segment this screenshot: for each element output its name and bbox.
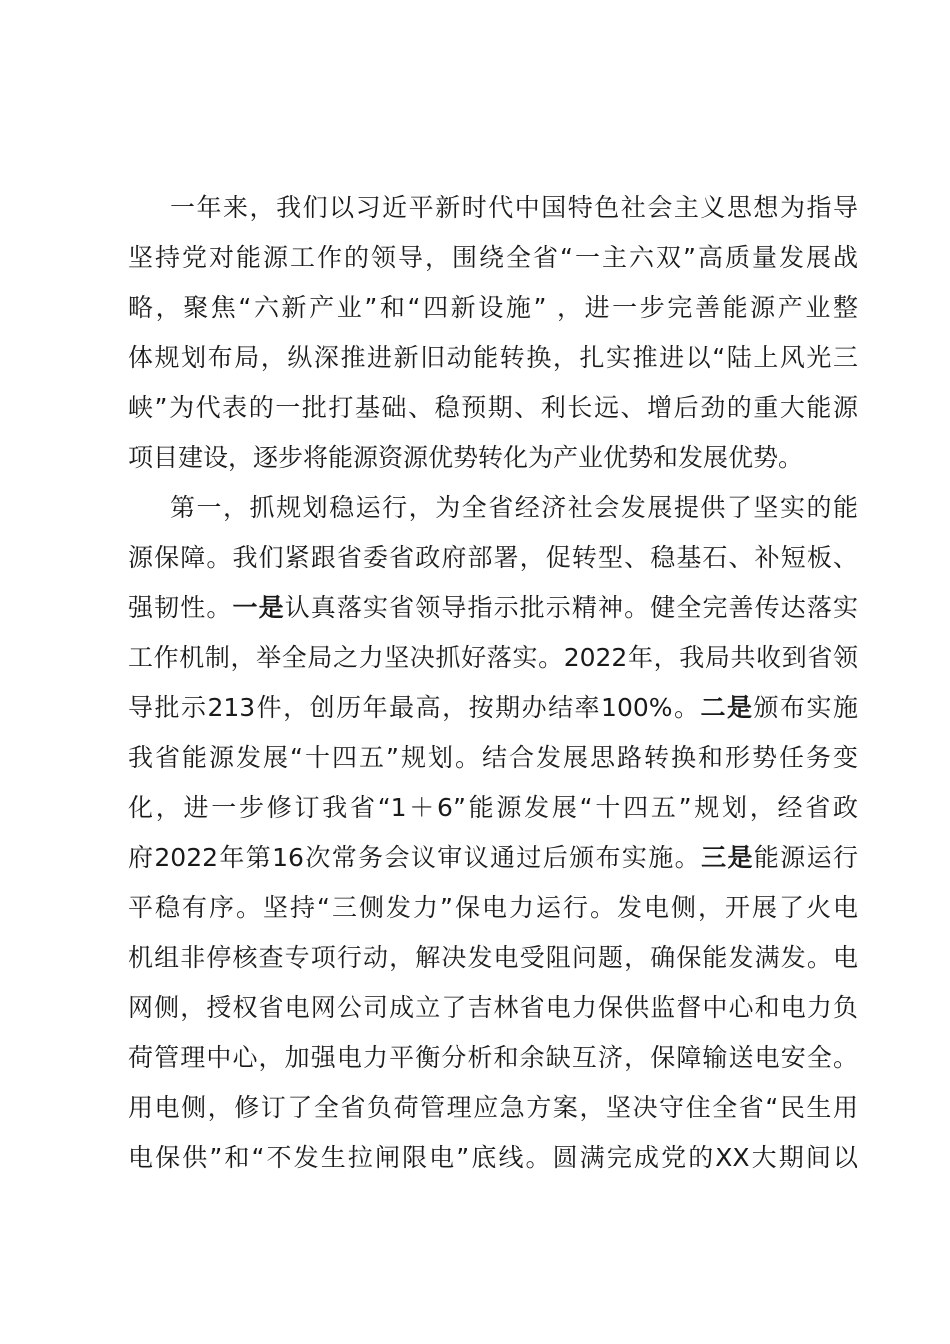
text-segment: 认真落实省领导指示批示精神。健全完善传达落实 [284, 593, 858, 622]
bold-marker: 二是 [700, 693, 754, 722]
text-line: 项目建设，逐步将能源资源优势转化为产业优势和发展优势。 [128, 443, 804, 472]
text-segment: 颁布实施 [753, 693, 858, 722]
text-line: 第一，抓规划稳运行，为全省经济社会发展提供了坚实的能 [170, 493, 858, 522]
text-line: 坚持党对能源工作的领导，围绕全省“一主六双”高质量发展战 [128, 243, 858, 272]
text-line: 荷管理中心，加强电力平衡分析和余缺互济，保障输送电安全。 [128, 1043, 858, 1072]
text-line: 体规划布局，纵深推进新旧动能转换，扎实推进以“陆上风光三 [128, 343, 858, 372]
text-line: 电保供”和“不发生拉闸限电”底线。圆满完成党的XX大期间以 [128, 1143, 858, 1172]
text-line: 网侧，授权省电网公司成立了吉林省电力保供监督中心和电力负 [128, 993, 858, 1022]
paragraph-intro [128, 183, 858, 483]
body-text [128, 183, 858, 1183]
text-line: 平稳有序。坚持“三侧发力”保电力运行。发电侧，开展了火电 [128, 893, 858, 922]
text-line: 我省能源发展“十四五”规划。结合发展思路转换和形势任务变 [128, 743, 858, 772]
text-line [128, 833, 858, 883]
text-line [128, 583, 858, 633]
text-segment: 能源运行 [753, 843, 858, 872]
text-line: 机组非停核查专项行动，解决发电受阻问题，确保能发满发。电 [128, 943, 858, 972]
bold-marker: 三是 [701, 843, 754, 872]
text-line: 源保障。我们紧跟省委省政府部署，促转型、稳基石、补短板、 [128, 543, 858, 572]
text-segment: 强韧性。 [128, 593, 233, 622]
paragraph-first-point [128, 483, 858, 1183]
text-segment: 导批示213件，创历年最高，按期办结率100%。 [128, 693, 701, 722]
text-line: 略，聚焦“六新产业”和“四新设施” ，进一步完善能源产业整 [128, 293, 858, 322]
text-line: 化，进一步修订我省“1＋6”能源发展“十四五”规划，经省政 [128, 793, 858, 822]
text-line: 工作机制，举全局之力坚决抓好落实。2022年，我局共收到省领 [128, 643, 858, 672]
text-line [128, 683, 858, 733]
text-segment: 府2022年第16次常务会议审议通过后颁布实施。 [128, 843, 702, 872]
bold-marker: 一是 [232, 593, 285, 622]
text-line: 峡”为代表的一批打基础、稳预期、利长远、增后劲的重大能源 [128, 393, 858, 422]
text-line: 用电侧，修订了全省负荷管理应急方案，坚决守住全省“民生用 [128, 1093, 858, 1122]
text-line: 一年来，我们以习近平新时代中国特色社会主义思想为指导 [170, 193, 858, 222]
